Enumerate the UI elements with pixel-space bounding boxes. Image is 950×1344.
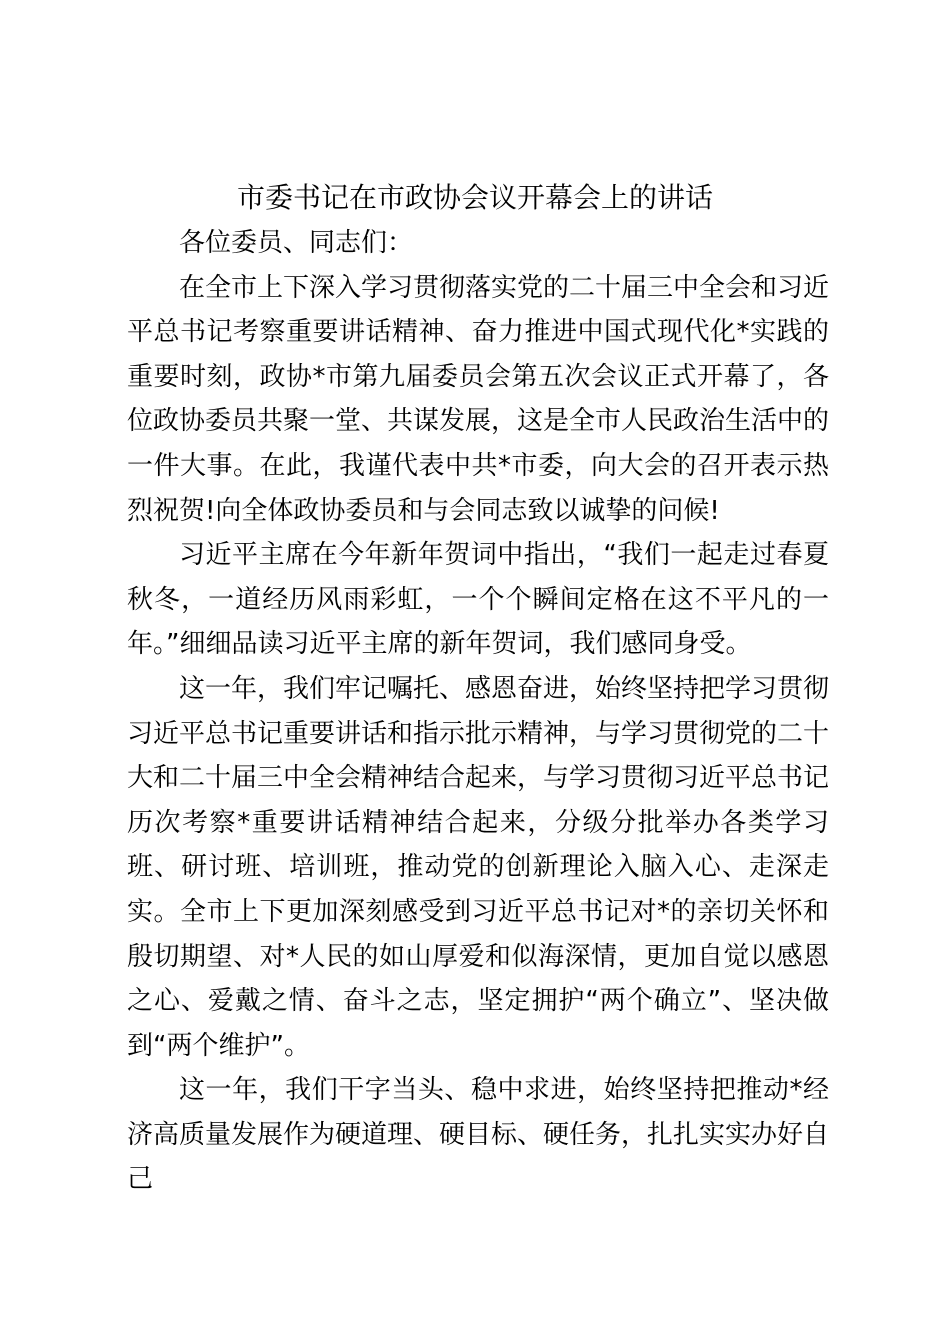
document-body bbox=[127, 221, 829, 1202]
paragraph-2: 习近平主席在今年新年贺词中指出，“我们一起走过春夏秋冬，一道经历风雨彩虹，一个个瞬间定格在这不平凡的一年。”细细品读习近平主席的新年贺词，我们感同身受。 bbox=[127, 540, 829, 660]
paragraph-1: 在全市上下深入学习贯彻落实党的二十届三中全会和习近平总书记考察重要讲话精神、奋力推进中国式现代化*实践的重要时刻，政协*市第九届委员会第五次会议正式开幕了，各位政协委员共聚一堂、共谋发展，这是全市人民政治生活中的一件大事。在此，我谨代表中共*市委，向大会的召开表示热烈祝贺!向全体政协委员和与会同志致以诚挚的问候! bbox=[127, 272, 830, 526]
salutation: 各位委员、同志们： bbox=[179, 228, 414, 258]
document-title: 市委书记在市政协会议开幕会上的讲话 bbox=[236, 181, 713, 214]
paragraph-3: 这一年，我们牢记嘱托、感恩奋进，始终坚持把学习贯彻习近平总书记重要讲话和指示批示精神，与学习贯彻党的二十大和二十届三中全会精神结合起来，与学习贯彻习近平总书记历次考察*重要讲话精神结合起来，分级分批举办各类学习班、研讨班、培训班，推动党的创新理论入脑入心、走深走实。全市上下更加深刻感受到习近平总书记对*的亲切关怀和殷切期望、对*人民的如山厚爱和似海深情，更加自觉以感恩之心、爱戴之情、奋斗之志，坚定拥护“两个确立”、坚决做到“两个维护”。 bbox=[127, 673, 830, 1061]
paragraph-4: 这一年，我们干字当头、稳中求进，始终坚持把推动*经济高质量发展作为硬道理、硬目标、硬任务，扎扎实实办好自己 bbox=[127, 1075, 830, 1195]
